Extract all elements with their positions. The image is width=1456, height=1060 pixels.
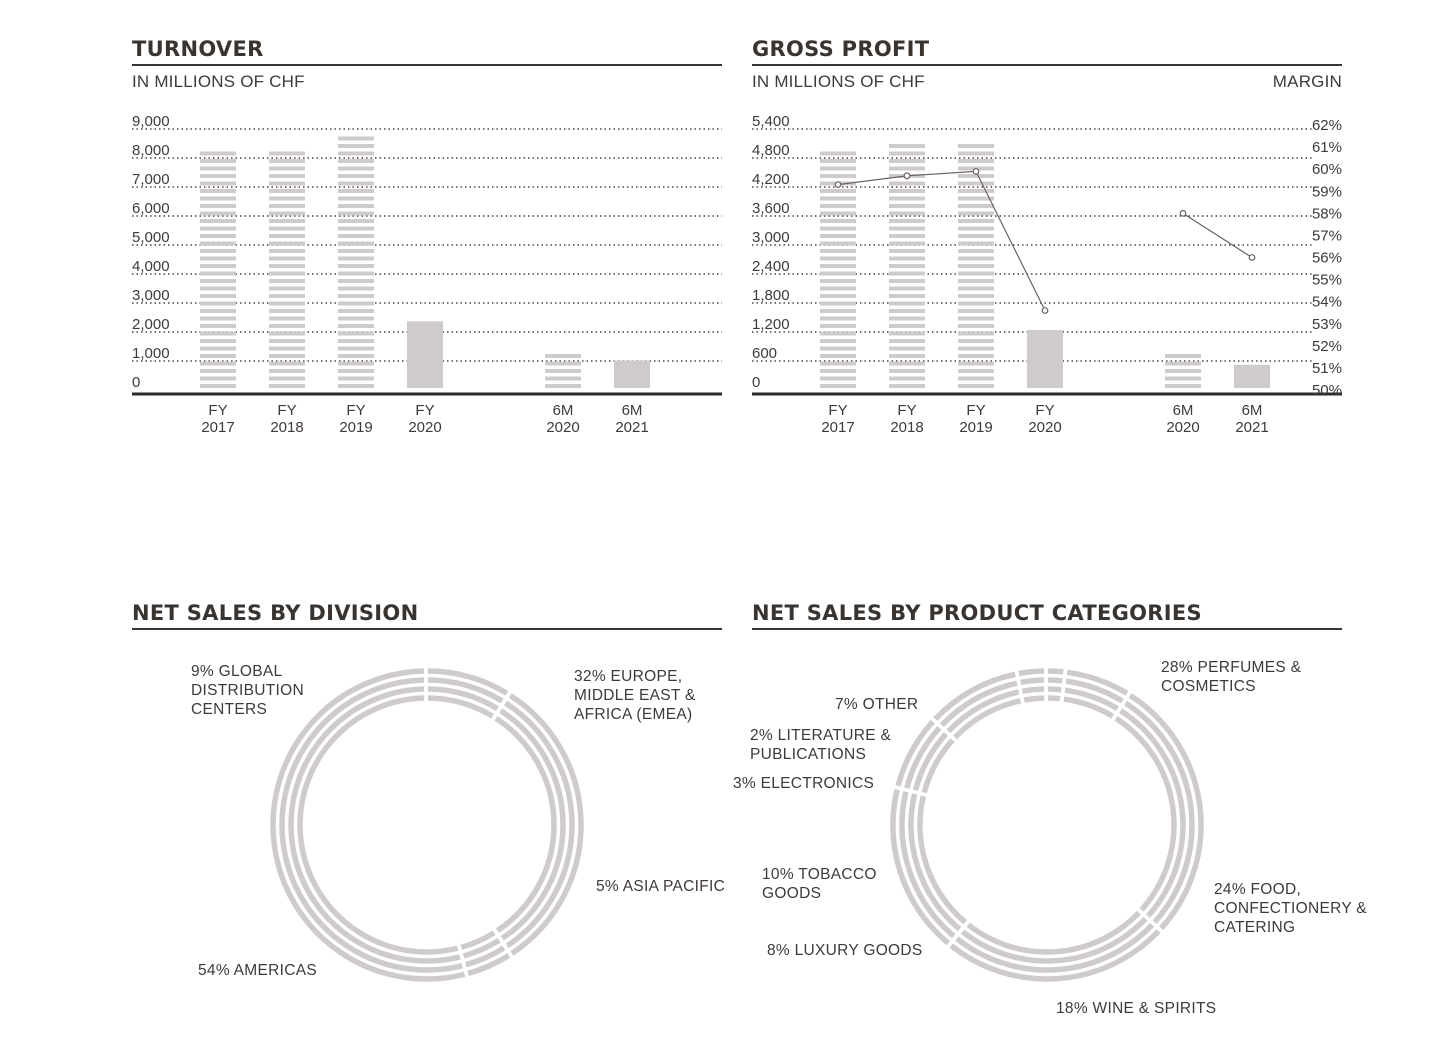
y2-tick-label: 52% [1311, 337, 1342, 355]
x-tick-label: 2019 [339, 419, 373, 436]
y-tick-label: 0 [752, 374, 761, 391]
x-tick-label: 6M [1241, 402, 1263, 419]
y-tick-label: 2,400 [752, 258, 790, 275]
donut-slice [893, 790, 965, 944]
y2-tick-label: 50% [1311, 382, 1342, 399]
y-tick-label: 4,800 [752, 142, 790, 159]
x-tick-label: 2020 [408, 419, 442, 436]
donut-slice [1048, 671, 1063, 699]
margin-line [838, 171, 1045, 310]
x-tick-label: FY [897, 402, 917, 419]
categories-title: NET SALES BY PRODUCT CATEGORIES [752, 598, 1342, 630]
donut-slice [898, 722, 952, 793]
division-donut [262, 660, 592, 990]
x-tick-label: FY [208, 402, 228, 419]
y2-tick-label: 57% [1311, 227, 1342, 245]
y2-tick-label: 53% [1311, 315, 1342, 333]
x-tick-label: 6M [1172, 402, 1194, 419]
y2-tick-label: 59% [1311, 183, 1342, 201]
y2-tick-label: 61% [1311, 139, 1342, 157]
y-tick-label: 5,000 [132, 229, 170, 246]
x-tick-label: 2020 [1166, 419, 1200, 436]
categories-panel [752, 598, 1342, 630]
bar [1165, 354, 1201, 388]
y-tick-label: 3,000 [132, 287, 170, 304]
margin-line [1183, 213, 1252, 257]
y-tick-label: 0 [132, 374, 141, 391]
categories-label-electronics: 3% ELECTRONICS [733, 775, 875, 792]
x-tick-label: 2019 [959, 419, 993, 436]
turnover-chart [120, 100, 735, 445]
y-tick-label: 5,400 [752, 113, 790, 130]
y-tick-label: 4,000 [132, 258, 170, 275]
division-label-asia-pacific: 5% ASIA PACIFIC [596, 878, 726, 895]
x-tick-label: 6M [552, 402, 574, 419]
x-tick-label: FY [966, 402, 986, 419]
x-tick-label: FY [277, 402, 297, 419]
bar [614, 360, 650, 388]
division-label-emea: 32% EUROPE, MIDDLE EAST & AFRICA (EMEA) [574, 668, 696, 723]
y2-tick-label: 62% [1311, 117, 1342, 134]
bar [889, 144, 925, 388]
bar [1234, 365, 1270, 388]
bar [407, 321, 443, 388]
donut-slice [496, 695, 581, 953]
y-tick-label: 8,000 [132, 142, 170, 159]
gross-profit-title: GROSS PROFIT [752, 34, 1342, 66]
y-tick-label: 3,600 [752, 200, 790, 217]
x-tick-label: 2021 [1235, 419, 1269, 436]
y-tick-label: 3,000 [752, 229, 790, 246]
donut-slice [935, 674, 1020, 737]
categories-donut [882, 660, 1212, 990]
bar [338, 137, 374, 389]
x-tick-label: FY [828, 402, 848, 419]
x-tick-label: 2017 [201, 419, 235, 436]
x-tick-label: 2020 [1028, 419, 1062, 436]
donut-slice [951, 913, 1159, 979]
categories-label-other: 7% OTHER [835, 696, 919, 713]
y2-tick-label: 54% [1311, 293, 1342, 311]
categories-label-wine: 18% WINE & SPIRITS [1056, 1000, 1217, 1017]
margin-point [973, 169, 979, 175]
division-label-global-distribution: 9% GLOBAL DISTRIBUTION CENTERS [191, 663, 304, 718]
categories-label-food: 24% FOOD, CONFECTIONERY & CATERING [1214, 881, 1367, 936]
x-tick-label: 2017 [821, 419, 855, 436]
turnover-subtitle: IN MILLIONS OF CHF [132, 72, 305, 91]
donut-slice [428, 671, 507, 716]
y-tick-label: 7,000 [132, 171, 170, 188]
turnover-panel [132, 34, 722, 94]
gross-profit-subtitle: IN MILLIONS OF CHF [752, 72, 925, 91]
y-tick-label: 6,000 [132, 200, 170, 217]
y-tick-label: 1,800 [752, 287, 790, 304]
categories-label-perfumes: 28% PERFUMES & COSMETICS [1161, 659, 1302, 695]
y2-tick-label: 56% [1311, 249, 1342, 267]
donut-slice [1116, 695, 1201, 928]
donut-slice [1064, 672, 1127, 716]
bar [1027, 330, 1063, 388]
y-tick-label: 1,000 [132, 345, 170, 362]
y2-tick-label: 51% [1311, 359, 1342, 377]
margin-point [835, 182, 841, 188]
y2-tick-label: 58% [1311, 205, 1342, 223]
gross-profit-panel [752, 34, 1342, 94]
y-tick-label: 600 [752, 345, 778, 362]
margin-point [1249, 255, 1255, 261]
y-tick-label: 1,200 [752, 316, 790, 333]
margin-point [1180, 211, 1186, 217]
donut-slice [461, 933, 509, 974]
x-tick-label: FY [1035, 402, 1055, 419]
x-tick-label: FY [415, 402, 435, 419]
bar [545, 354, 581, 388]
x-tick-label: 2020 [546, 419, 580, 436]
division-title: NET SALES BY DIVISION [132, 598, 722, 630]
y-tick-label: 4,200 [752, 171, 790, 188]
categories-label-literature: 2% LITERATURE & PUBLICATIONS [750, 727, 892, 763]
x-tick-label: 2018 [270, 419, 304, 436]
y2-tick-label: 55% [1311, 271, 1342, 289]
y-tick-label: 2,000 [132, 316, 170, 333]
categories-label-tobacco: 10% TOBACCO GOODS [762, 866, 877, 902]
donut-slice [1019, 671, 1044, 700]
bar [958, 144, 994, 388]
x-tick-label: 2018 [890, 419, 924, 436]
margin-point [1042, 308, 1048, 314]
division-label-americas: 54% AMERICAS [198, 962, 318, 979]
x-tick-label: 6M [621, 402, 643, 419]
division-panel [132, 598, 722, 630]
categories-label-luxury: 8% LUXURY GOODS [767, 942, 923, 959]
gross-profit-chart [740, 100, 1355, 445]
turnover-title: TURNOVER [132, 34, 722, 66]
margin-point [904, 173, 910, 179]
x-tick-label: FY [346, 402, 366, 419]
margin-label: MARGIN [1272, 72, 1342, 91]
x-tick-label: 2021 [615, 419, 649, 436]
y-tick-label: 9,000 [132, 113, 170, 130]
y2-tick-label: 60% [1311, 161, 1342, 179]
